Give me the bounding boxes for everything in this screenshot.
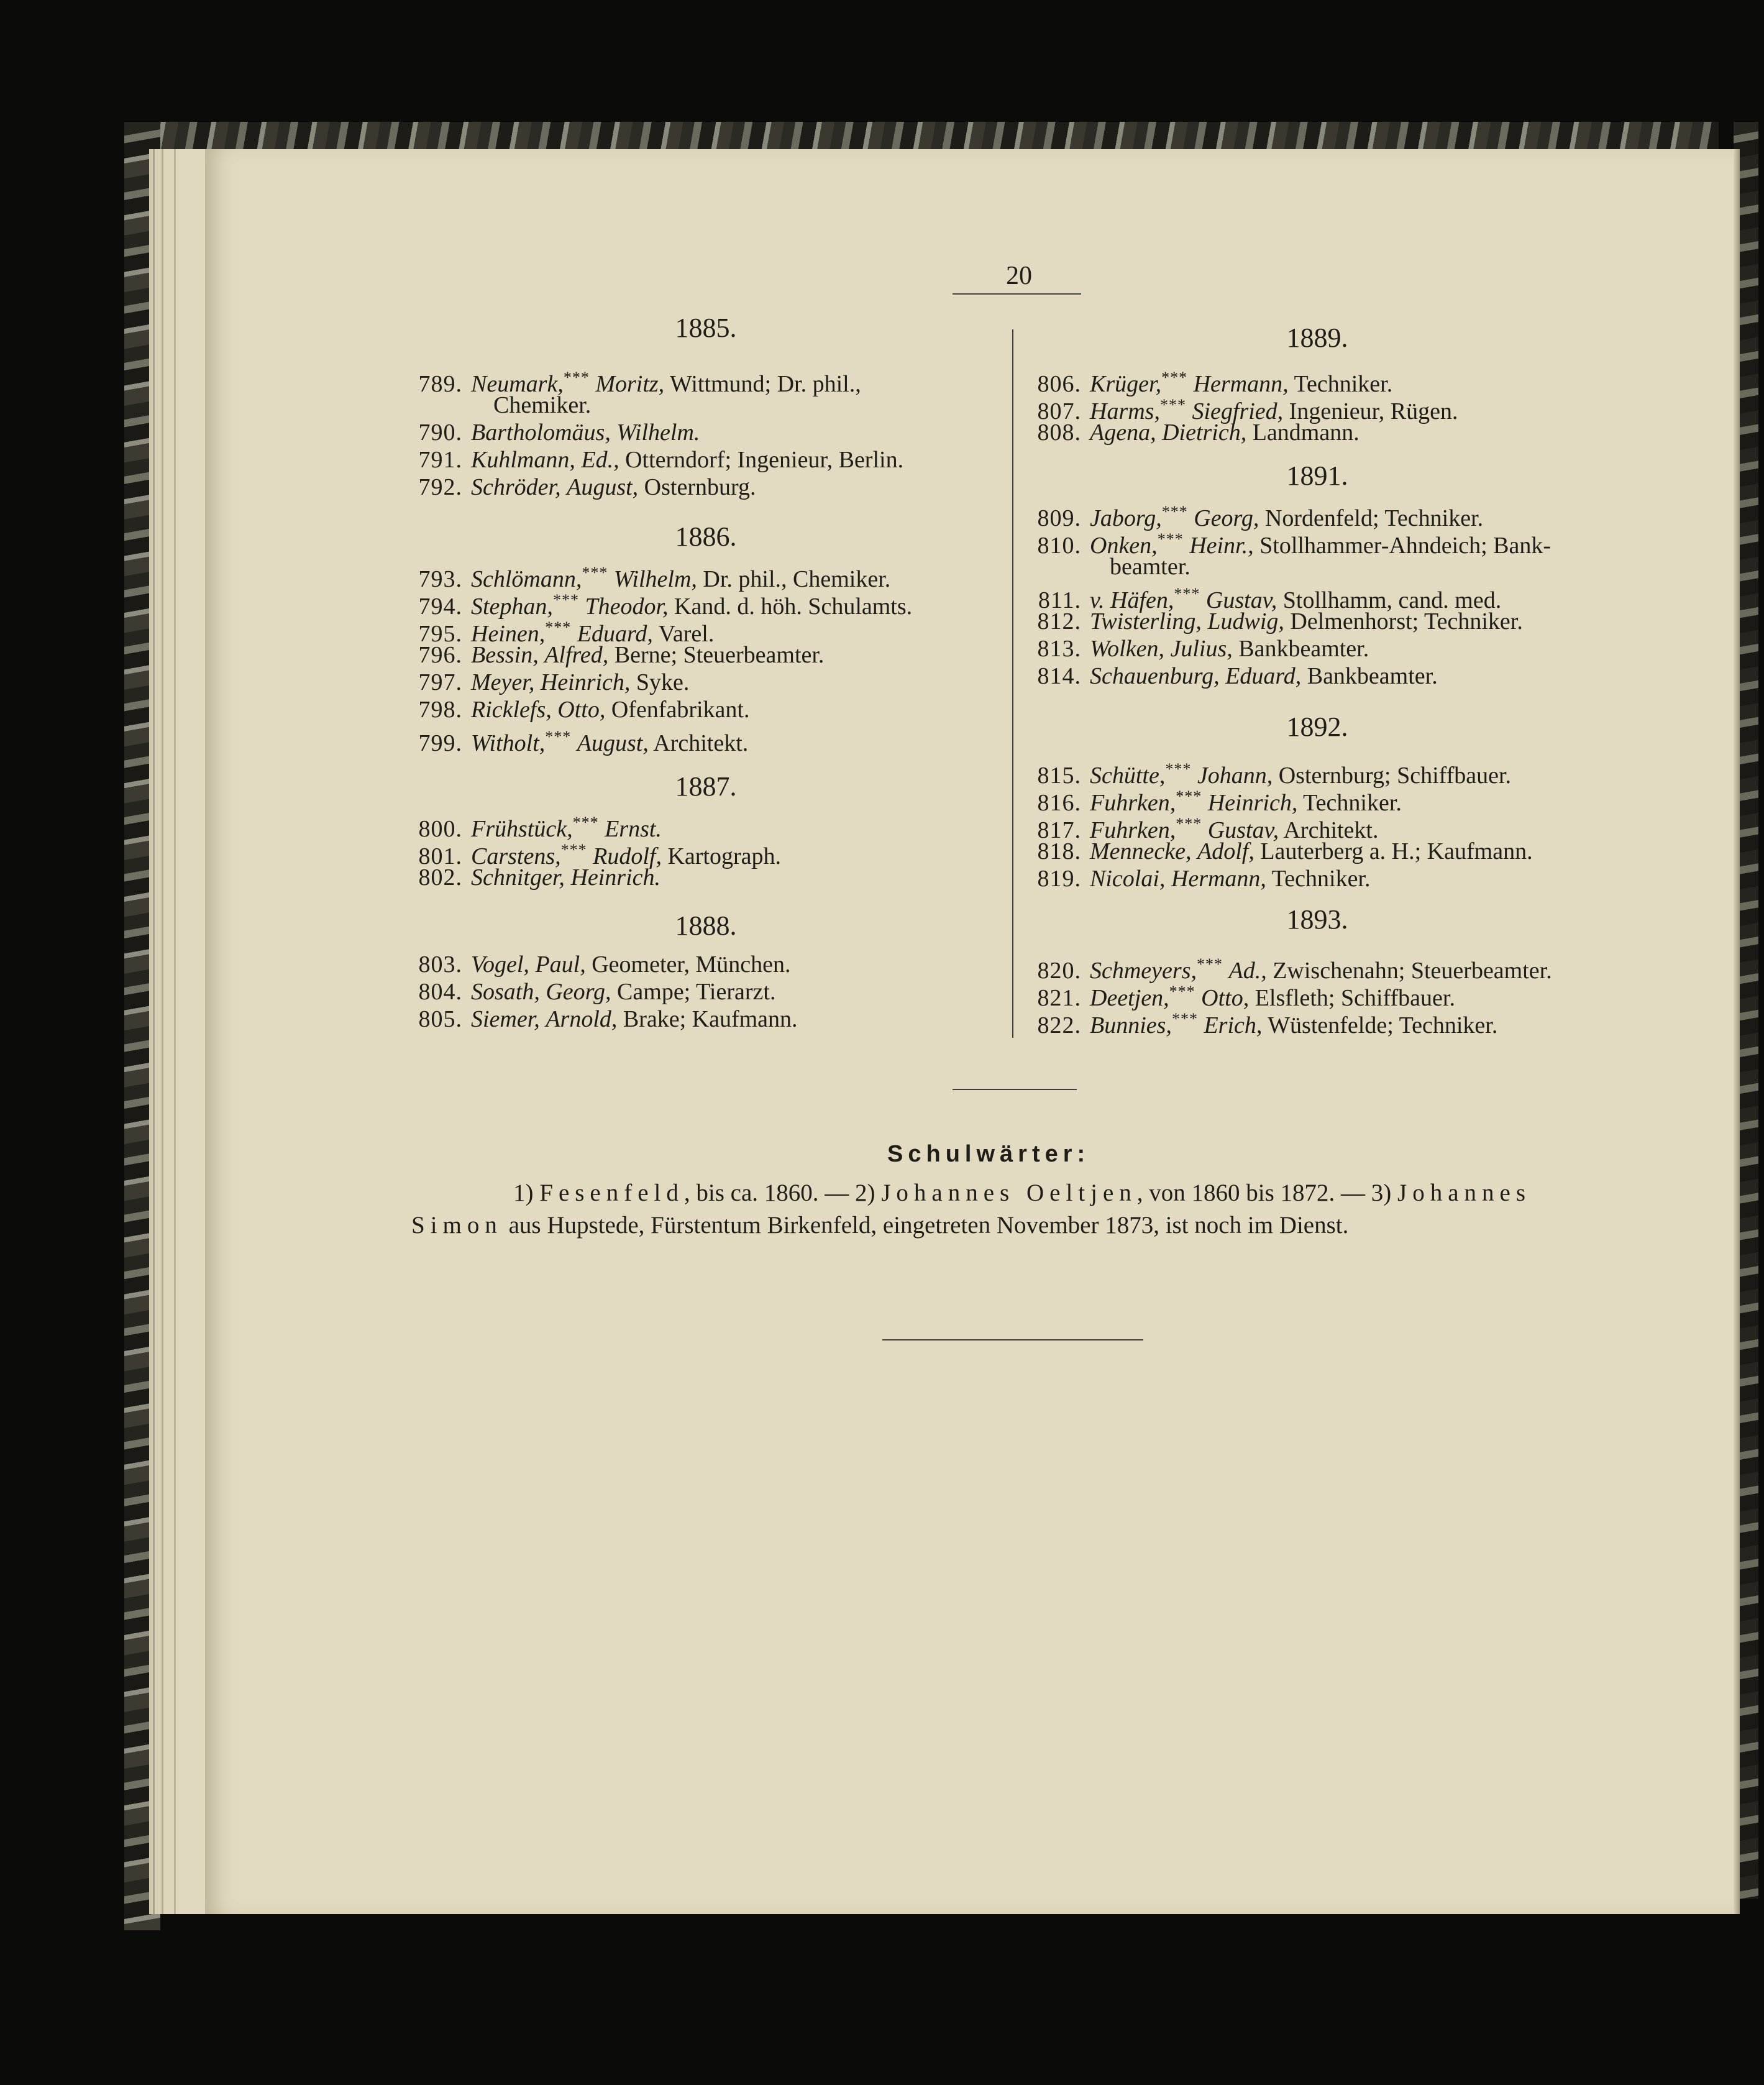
schulwaerter-line-1: 1) Fesenfeld, bis ca. 1860. — 2) Johannes Oeltjen, von 1860 bis 1872. — 3) Johannes bbox=[513, 1180, 1531, 1206]
list-item: 799. Witholt,*** August, Architekt. bbox=[418, 728, 749, 756]
list-item: 822. Bunnies,*** Erich, Wüstenfelde; Techniker. bbox=[1037, 1010, 1498, 1038]
year-heading-1889: 1889. bbox=[1286, 323, 1348, 353]
list-item: 796. Bessin, Alfred, Berne; Steuerbeamter. bbox=[418, 642, 825, 668]
section-rule bbox=[953, 1089, 1077, 1090]
page-number: 20 bbox=[1006, 262, 1032, 290]
list-item: 790. Bartholomäus, Wilhelm. bbox=[418, 419, 700, 446]
book-cover-top-edge bbox=[128, 122, 1719, 152]
list-item: 792. Schröder, August, Osternburg. bbox=[418, 474, 756, 500]
list-item: 805. Siemer, Arnold, Brake; Kaufmann. bbox=[418, 1006, 798, 1032]
list-item: 814. Schauenburg, Eduard, Bankbeamter. bbox=[1037, 663, 1438, 689]
closing-rule bbox=[882, 1339, 1143, 1340]
list-item: 818. Mennecke, Adolf, Lauterberg a. H.; Kaufmann. bbox=[1037, 838, 1533, 864]
list-item: 798. Ricklefs, Otto, Ofenfabrikant. bbox=[418, 697, 750, 723]
list-item: 810. Onken,*** Heinr., Stollhammer-Ahndeich; Bank- bbox=[1037, 530, 1551, 559]
list-item: 821. Deetjen,*** Otto, Elsfleth; Schiffbauer. bbox=[1037, 983, 1455, 1011]
list-item: 812. Twisterling, Ludwig, Delmenhorst; Techniker. bbox=[1037, 608, 1523, 635]
list-item: 803. Vogel, Paul, Geometer, München. bbox=[418, 951, 791, 978]
page-number-rule bbox=[953, 293, 1081, 295]
year-heading-1893: 1893. bbox=[1286, 904, 1348, 935]
list-item: 807. Harms,*** Siegfried, Ingenieur, Rügen. bbox=[1037, 396, 1458, 424]
year-heading-1886: 1886. bbox=[675, 521, 737, 552]
list-item: 815. Schütte,*** Johann, Osternburg; Schiffbauer. bbox=[1037, 760, 1512, 789]
list-item: 800. Frühstück,*** Ernst. bbox=[418, 813, 662, 842]
list-item: 820. Schmeyers,*** Ad., Zwischenahn; Steuerbeamter. bbox=[1037, 955, 1552, 984]
year-heading-1885: 1885. bbox=[675, 313, 737, 343]
list-item: 817. Fuhrken,*** Gustav, Architekt. bbox=[1037, 815, 1379, 843]
year-heading-1887: 1887. bbox=[675, 771, 737, 802]
list-item-continuation: Chemiker. bbox=[493, 392, 592, 418]
list-item: 794. Stephan,*** Theodor, Kand. d. höh. Schulamts. bbox=[418, 591, 913, 620]
list-item: 791. Kuhlmann, Ed., Otterndorf; Ingenieur, Berlin. bbox=[418, 447, 904, 473]
list-item: 789. Neumark,*** Moritz, Wittmund; Dr. phil., bbox=[418, 369, 861, 397]
list-item: 811. v. Häfen,*** Gustav, Stollhamm, cand. med. bbox=[1038, 585, 1502, 613]
schulwaerter-heading: Schulwärter: bbox=[887, 1141, 1090, 1167]
column-divider bbox=[1012, 329, 1013, 1038]
list-item: 813. Wolken, Julius, Bankbeamter. bbox=[1037, 636, 1369, 662]
year-heading-1891: 1891. bbox=[1286, 461, 1348, 491]
schulwaerter-line-2: Simon aus Hupstede, Fürstentum Birkenfeld, eingetreten November 1873, ist noch im Dienst. bbox=[411, 1212, 1349, 1239]
list-item: 797. Meyer, Heinrich, Syke. bbox=[418, 669, 690, 695]
page-gutter bbox=[1734, 149, 1740, 1914]
list-item: 819. Nicolai, Hermann, Techniker. bbox=[1037, 866, 1371, 892]
list-item: 804. Sosath, Georg, Campe; Tierarzt. bbox=[418, 979, 776, 1005]
year-heading-1888: 1888. bbox=[675, 910, 737, 941]
list-item: 801. Carstens,*** Rudolf, Kartograph. bbox=[418, 841, 782, 869]
list-item: 802. Schnitger, Heinrich. bbox=[418, 864, 661, 891]
list-item: 793. Schlömann,*** Wilhelm, Dr. phil., Chemiker. bbox=[418, 564, 891, 592]
list-item-continuation: beamter. bbox=[1110, 554, 1190, 580]
list-item: 795. Heinen,*** Eduard, Varel. bbox=[418, 618, 715, 647]
year-heading-1892: 1892. bbox=[1286, 712, 1348, 742]
list-item: 816. Fuhrken,*** Heinrich, Techniker. bbox=[1037, 787, 1402, 816]
list-item: 806. Krüger,*** Hermann, Techniker. bbox=[1037, 369, 1393, 397]
list-item: 808. Agena, Dietrich, Landmann. bbox=[1037, 419, 1360, 446]
list-item: 809. Jaborg,*** Georg, Nordenfeld; Techniker. bbox=[1037, 503, 1484, 531]
